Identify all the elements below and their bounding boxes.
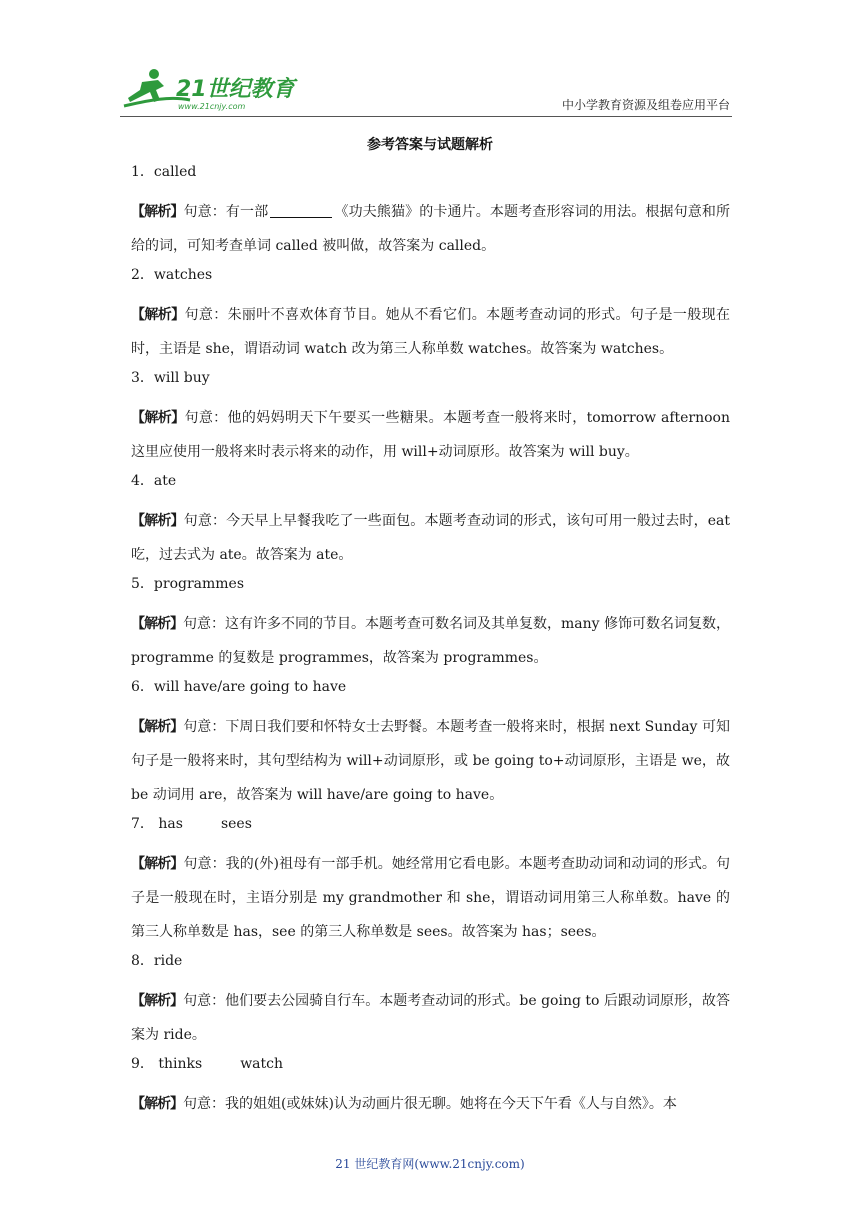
answer-line: 8．ride [131, 953, 183, 969]
platform-label: 中小学教育资源及组卷应用平台 [561, 98, 730, 112]
analysis-text: 【解析】句意：他的妈妈明天下午要买一些糖果。本题考查一般将来时，tomorrow afternoon 这里应使用一般将来时表示将来的动作，用 will+动词原形。故答案为 will buy。 [131, 410, 730, 460]
answer-line: 2．watches [131, 267, 213, 283]
answer-line: 1．called [131, 164, 197, 180]
answer-line: 9． thinks watch [131, 1056, 284, 1072]
list-item [131, 1053, 730, 1121]
list-item [131, 367, 730, 469]
list-item [131, 264, 730, 366]
list-item [131, 813, 730, 949]
analysis-text: 【解析】句意：下周日我们要和怀特女士去野餐。本题考查一般将来时，根据 next Sunday 可知句子是一般将来时，其句型结构为 will+动词原形，或 be going to+动词原形，主语是 we，故 be 动词用 are，故答案为 will have/are going to have。 [131, 719, 731, 803]
page-footer: 21 世纪教育网(www.21cnjy.com) [335, 1157, 525, 1171]
list-item [131, 676, 730, 812]
answer-text-2: watch [240, 1056, 284, 1072]
svg-text:21世纪教育: 21世纪教育 [176, 77, 295, 102]
answer-line: 7． has sees [131, 816, 252, 832]
logo [120, 66, 300, 112]
list-item [131, 950, 730, 1052]
page-title: 参考答案与试题解析 [367, 137, 493, 153]
answer-text: watches [153, 267, 213, 283]
analysis-text: 【解析】句意：今天早上早餐我吃了一些面包。本题考查动词的形式，该句可用一般过去时，eat 吃，过去式为 ate。故答案为 ate。 [131, 513, 731, 563]
svg-text:www.21cnjy.com: www.21cnjy.com [178, 102, 246, 111]
answer-text: thinks [158, 1056, 203, 1072]
answer-text: will have/are going to have [153, 679, 347, 695]
analysis-text: 【解析】句意：我的(外)祖母有一部手机。她经常用它看电影。本题考查助动词和动词的形式。句子是一般现在时，主语分别是 my grandmother 和 she，谓语动词用第三人称单数。have 的第三人称单数是 has，see 的第三人称单数是 sees。故答案为 has；sees。 [131, 856, 731, 940]
answer-line: 4．ate [131, 473, 177, 489]
blank-line [270, 203, 332, 218]
list-item [131, 573, 730, 675]
answer-text: programmes [153, 576, 245, 592]
answer-line: 5．programmes [131, 576, 245, 592]
analysis-text: 【解析】句意：有一部 《功夫熊猫》的卡通片。本题考查形容词的用法。根据句意和所给的词，可知考查单词 called 被叫做，故答案为 called。 [131, 204, 731, 254]
analysis-text: 【解析】句意：我的姐姐(或妹妹)认为动画片很无聊。她将在今天下午看《人与自然》。本 [131, 1096, 677, 1112]
header-divider [120, 116, 732, 117]
answer-text-2: sees [220, 816, 252, 832]
answer-text: has [158, 816, 183, 832]
answer-text: will buy [153, 370, 210, 386]
analysis-text: 【解析】句意：朱丽叶不喜欢体育节目。她从不看它们。本题考查动词的形式。句子是一般现在时，主语是 she，谓语动词 watch 改为第三人称单数 watches。故答案为 watches。 [131, 307, 731, 357]
answer-line: 6．will have/are going to have [131, 679, 347, 695]
analysis-text: 【解析】句意：这有许多不同的节目。本题考查可数名词及其单复数，many 修饰可数名词复数，programme 的复数是 programmes，故答案为 programmes。 [131, 616, 730, 666]
runner-logo-icon [120, 66, 300, 112]
page-header [120, 62, 732, 116]
answer-text: ride [153, 953, 183, 969]
answer-line: 3．will buy [131, 370, 210, 386]
answers-list [131, 160, 730, 1122]
list-item [131, 161, 730, 263]
analysis-text: 【解析】句意：他们要去公园骑自行车。本题考查动词的形式。be going to 后跟动词原形，故答案为 ride。 [131, 993, 731, 1043]
answer-text: ate [153, 473, 177, 489]
list-item [131, 470, 730, 572]
answer-text: called [153, 164, 197, 180]
